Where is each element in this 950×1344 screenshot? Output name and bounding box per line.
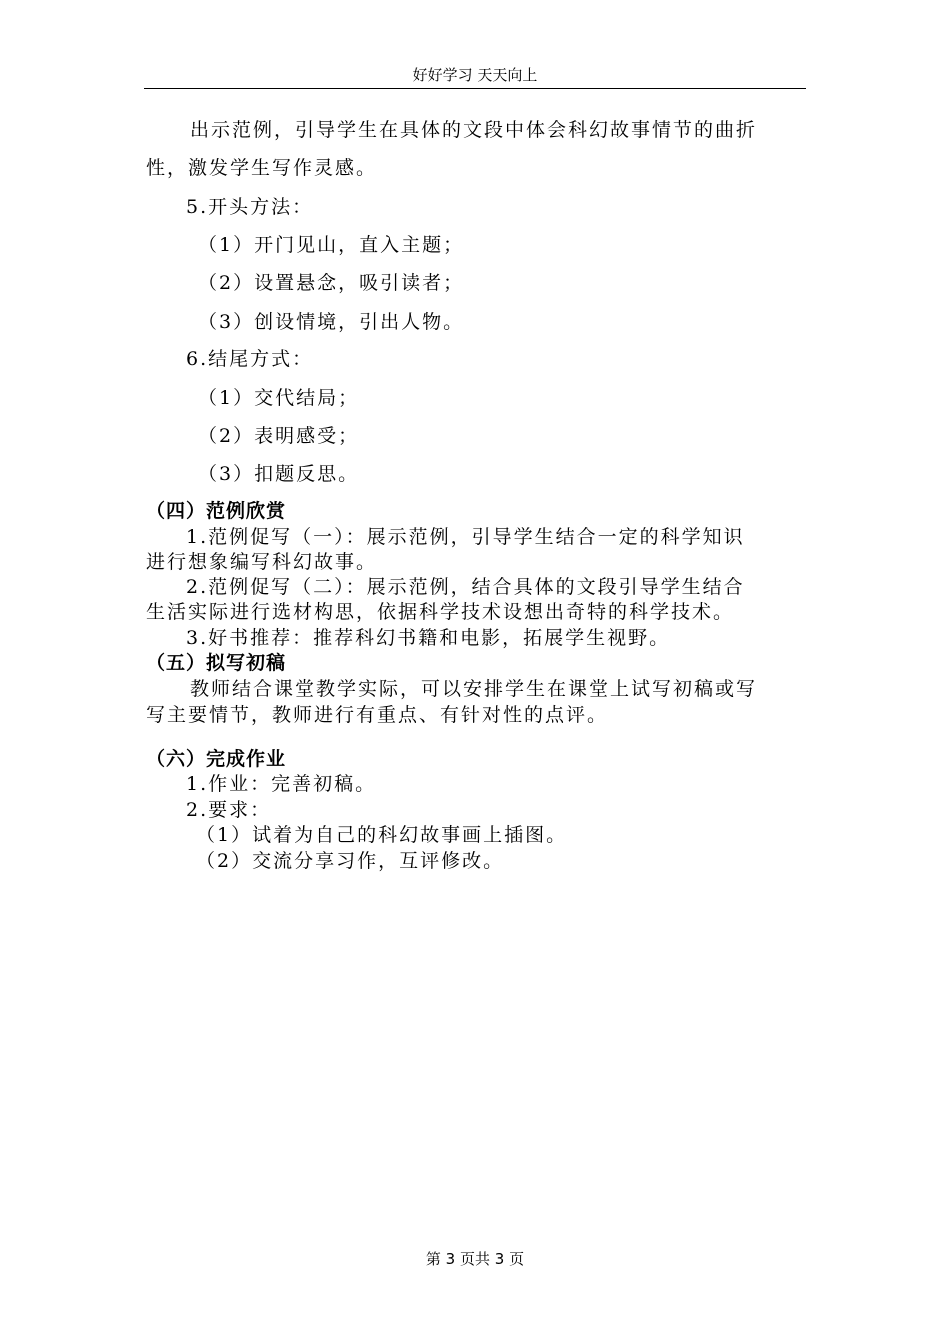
list-item: （3）创设情境，引出人物。 xyxy=(198,311,465,333)
paragraph-line: 写主要情节，教师进行有重点、有针对性的点评。 xyxy=(146,704,609,726)
paragraph-line: 性，激发学生写作灵感。 xyxy=(146,157,378,179)
paragraph-line: 2.范例促写（二）：展示范例，结合具体的文段引导学生结合 xyxy=(186,576,745,598)
paragraph-line: 进行想象编写科幻故事。 xyxy=(146,551,378,573)
page-header: 好好学习 天天向上 xyxy=(412,66,538,84)
section-title-opening: 5.开头方法： xyxy=(186,196,314,218)
paragraph-line: 1.范例促写（一）：展示范例，引导学生结合一定的科学知识 xyxy=(186,526,745,548)
paragraph-line: 生活实际进行选材构思，依据科学技术设想出奇特的科学技术。 xyxy=(146,601,735,623)
section-heading-5: （五）拟写初稿 xyxy=(146,652,287,674)
paragraph-line: 教师结合课堂教学实际，可以安排学生在课堂上试写初稿或写 xyxy=(190,678,758,700)
paragraph-line: 3.好书推荐：推荐科幻书籍和电影，拓展学生视野。 xyxy=(186,627,671,649)
page-footer: 第 3 页共 3 页 xyxy=(425,1250,525,1268)
list-item: （2）设置悬念，吸引读者； xyxy=(198,272,465,294)
section-title-ending: 6.结尾方式： xyxy=(186,348,314,370)
list-item: （1）开门见山，直入主题； xyxy=(198,234,465,256)
header-divider xyxy=(144,88,806,89)
paragraph-line: 出示范例，引导学生在具体的文段中体会科幻故事情节的曲折 xyxy=(190,119,758,141)
list-item: （1）试着为自己的科幻故事画上插图。 xyxy=(196,824,568,846)
paragraph-line: 1.作业：完善初稿。 xyxy=(186,773,377,795)
list-item: （2）交流分享习作，互评修改。 xyxy=(196,850,505,872)
paragraph-line: 2.要求： xyxy=(186,799,272,821)
section-heading-6: （六）完成作业 xyxy=(146,748,287,770)
list-item: （3）扣题反思。 xyxy=(198,463,360,485)
list-item: （2）表明感受； xyxy=(198,425,360,447)
list-item: （1）交代结局； xyxy=(198,387,360,409)
section-heading-4: （四）范例欣赏 xyxy=(146,500,287,522)
